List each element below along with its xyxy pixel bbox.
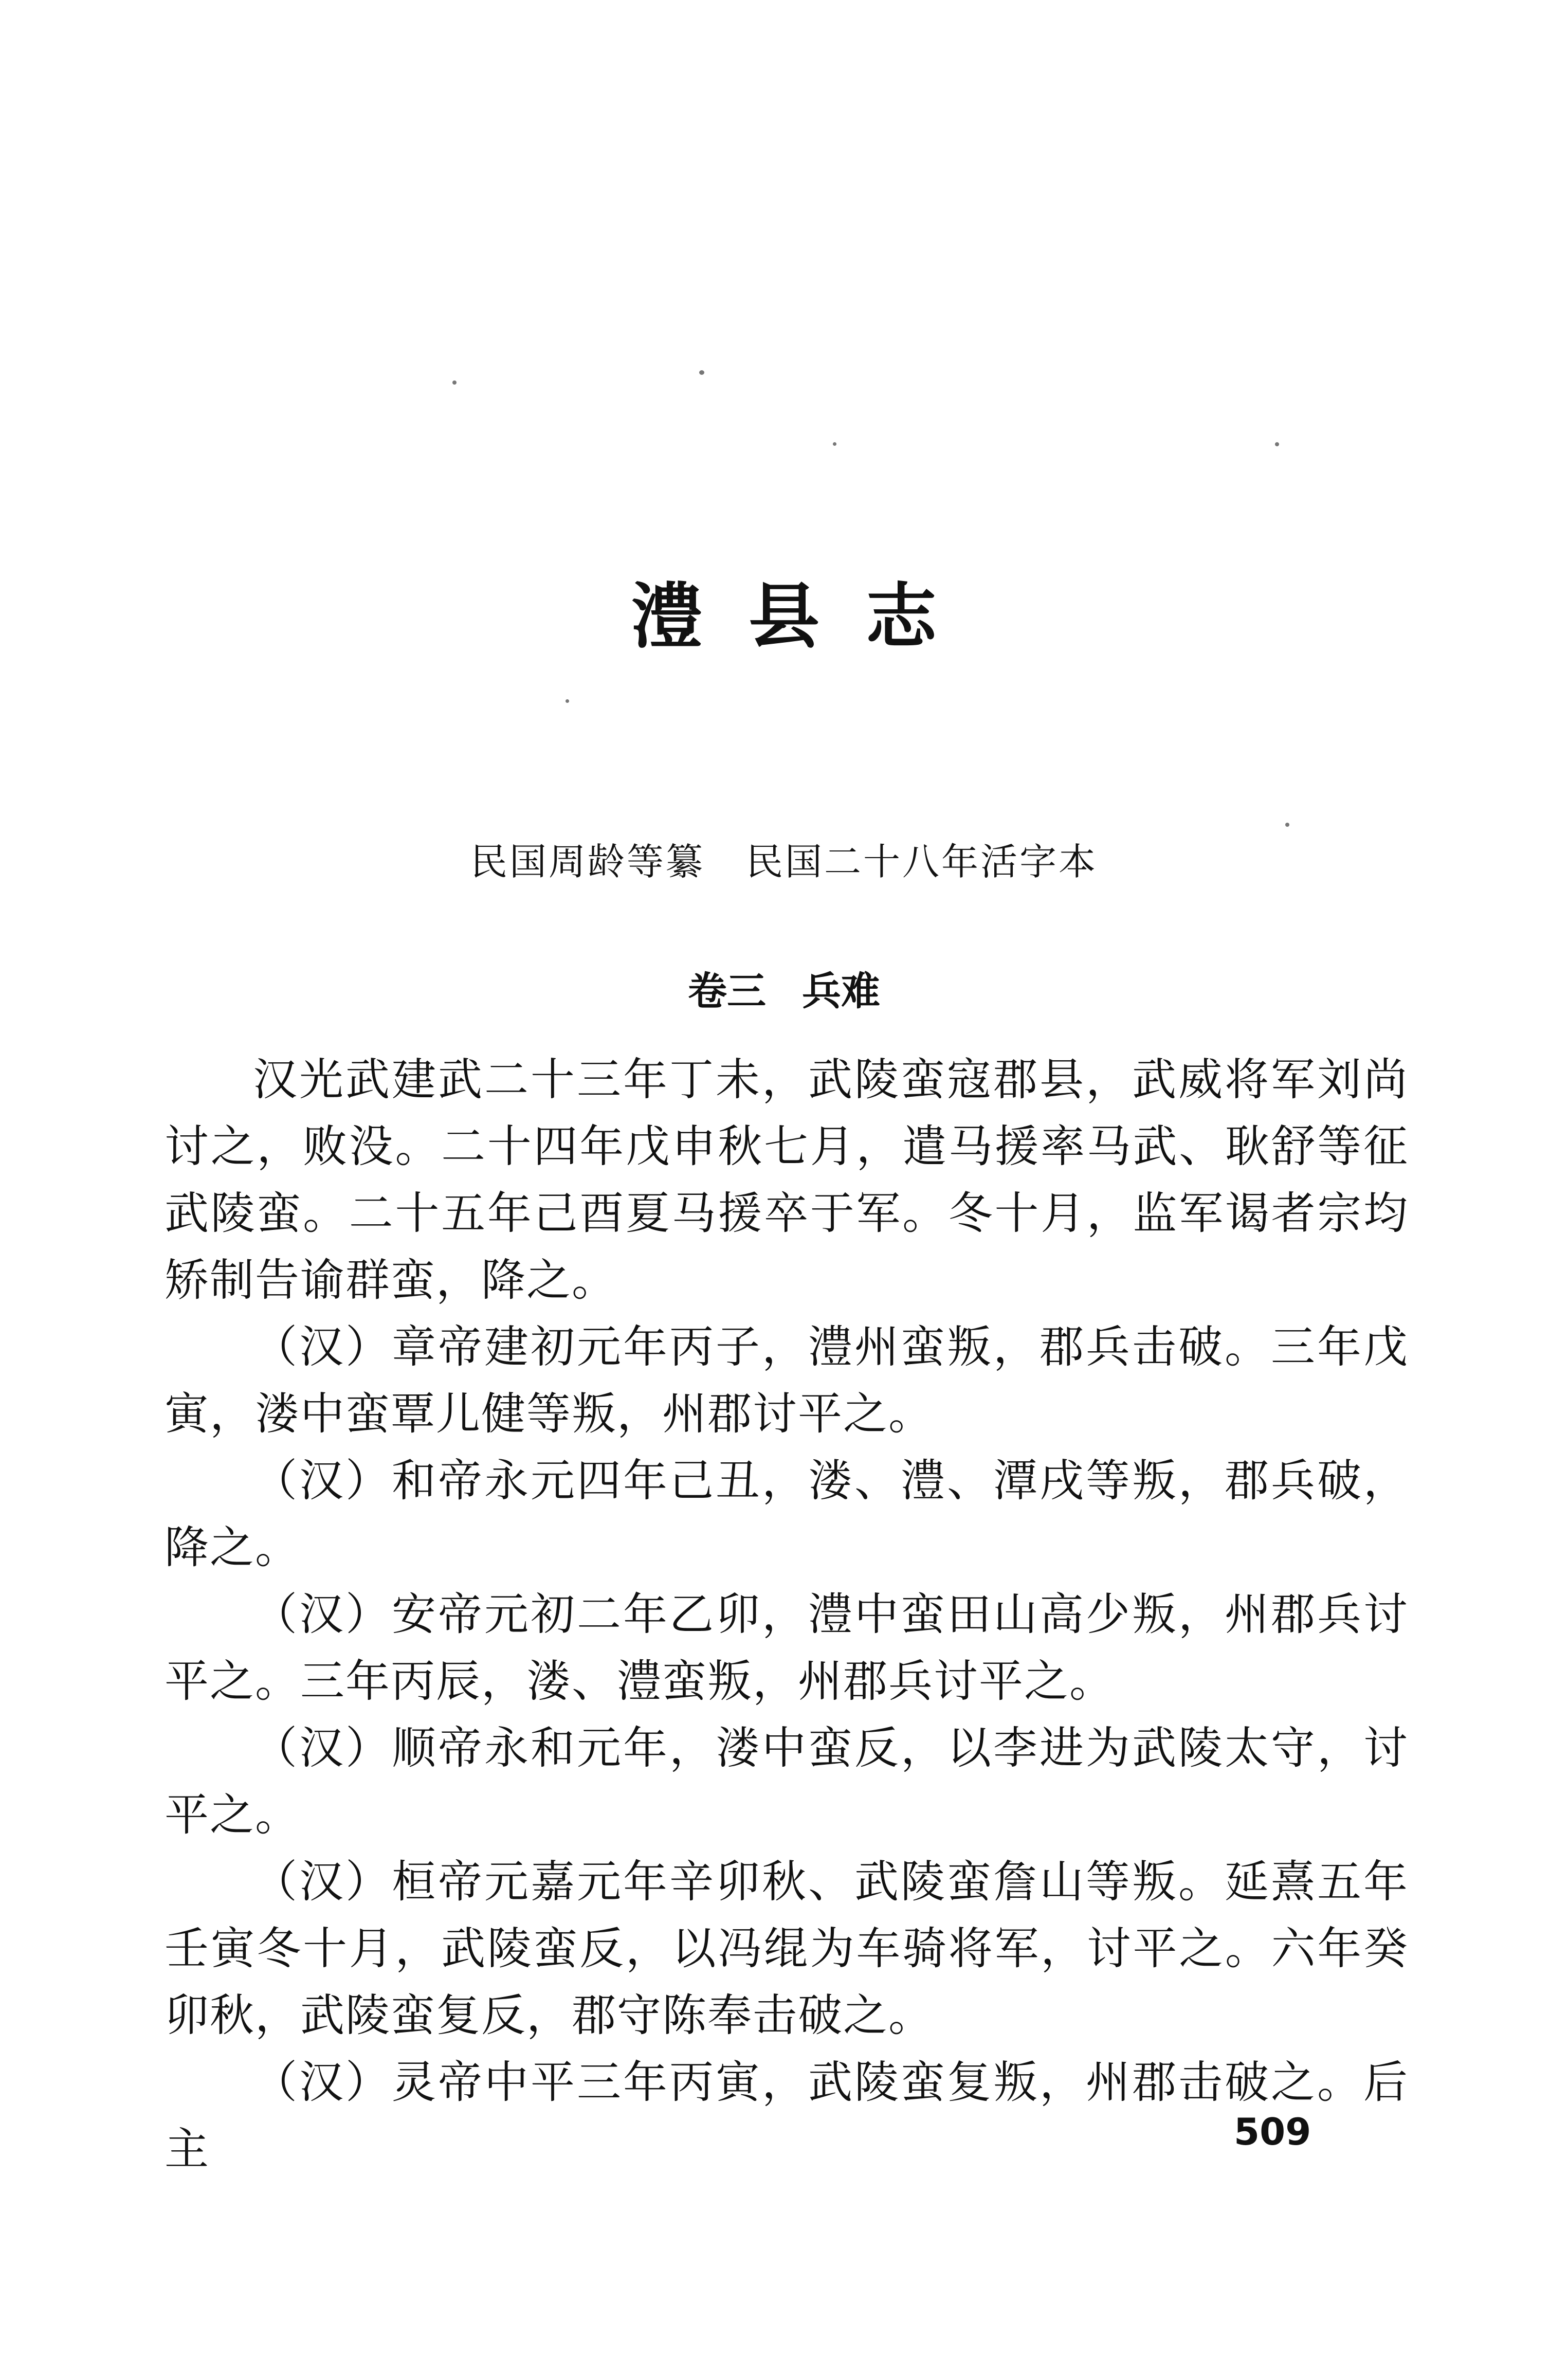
scan-speck [1285,823,1289,827]
scan-speck [566,699,569,703]
page-title: 澧县志 [631,574,983,658]
paragraph: （汉）灵帝中平三年丙寅，武陵蛮复叛，州郡击破之。后主 [165,2057,1409,2175]
paragraph: （汉）和帝永元四年己丑，溇、澧、潭戌等叛，郡兵破，降之。 [165,1455,1409,1573]
scan-speck [833,442,836,446]
scan-speck [699,370,704,375]
scan-speck [1275,442,1279,446]
section-title: 兵难 [802,968,880,1014]
volume-label: 卷三 [688,968,766,1014]
body-text [165,1046,1409,2183]
paragraph: （汉）章帝建初元年丙子，澧州蛮叛，郡兵击破。三年戊寅，溇中蛮覃儿健等叛，州郡讨平之。 [165,1321,1409,1440]
scan-speck [452,380,457,385]
paragraph: （汉）安帝元初二年乙卯，澧中蛮田山高少叛，州郡兵讨平之。三年丙辰，溇、澧蛮叛，州郡兵讨平之。 [165,1589,1409,1707]
section-heading [0,968,1568,1014]
edition-note: 民国二十八年活字本 [746,840,1098,883]
paragraph: （汉）桓帝元嘉元年辛卯秋、武陵蛮詹山等叛。延熹五年壬寅冬十月，武陵蛮反，以冯绲为车骑将军，讨平之。六年癸卯秋，武陵蛮复反，郡守陈奉击破之。 [165,1856,1409,2041]
compiler-credit: 民国周龄等纂 [470,840,705,883]
paragraph: 汉光武建武二十三年丁未，武陵蛮寇郡县，武威将军刘尚讨之，败没。二十四年戊申秋七月，遣马援率马武、耿舒等征武陵蛮。二十五年己酉夏马援卒于军。冬十月，监军谒者宗均矫制告谕群蛮，降之。 [165,1054,1409,1306]
source-line [0,840,1568,883]
page-number: 509 [1234,2110,1311,2153]
paragraph: （汉）顺帝永和元年，溇中蛮反，以李进为武陵太守，讨平之。 [165,1722,1409,1841]
